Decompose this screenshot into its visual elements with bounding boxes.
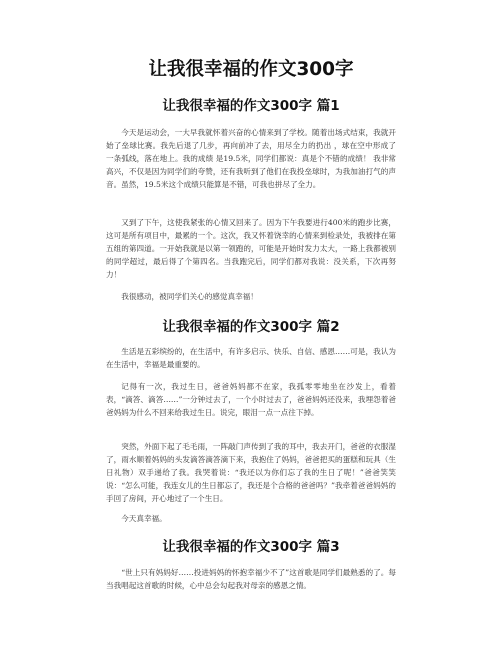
paragraph: “世上只有妈妈好……投进妈妈的怀抱幸福少不了”这首歌是同学们最熟悉的了。每当我唱起这首歌的时候，心中总会勾起我对母亲的感恩之情。	[106, 568, 396, 591]
paragraph: 突然，外面下起了毛毛雨，一阵敲门声传到了我的耳中，我去开门，爸爸的衣服湿了，雨水顺着妈妈的头发滴答滴答滴下来，我抱住了妈妈，爸爸把买的蛋糕和玩具（生日礼物）双手递给了我。我哭着说：“我还以为你们忘了我的生日了呢！”爸爸笑笑说：“怎么可能，我连女儿的生日都忘了，我还是个合格的爸爸吗？”我牵着爸爸妈妈的手回了房间，开心地过了一个生日。	[106, 442, 396, 504]
paragraph: 又到了下午，这使我紧张的心情又回来了。因为下午我要进行400米的跑步比赛，这可是所有项目中，最累的一个。这次，我又怀着饶幸的心情来到检录处，我被排在第五组的第四道。一开始我就是以第一领跑的，可能是开始时发力太大，一路上我都被别的同学超过，最后得了个第四名。当我跑完后，同学们都对我说：没关系，下次再努力！	[106, 218, 396, 280]
document-title: 让我很幸福的作文300字	[148, 59, 354, 80]
paragraph: 我很感动，被同学们关心的感觉真幸福！	[121, 292, 258, 301]
section-heading-3: 让我很幸福的作文300字 篇3	[162, 539, 340, 555]
paragraph: 今天真幸福。	[121, 514, 167, 523]
section-heading-2: 让我很幸福的作文300字 篇2	[162, 319, 340, 335]
paragraph: 记得有一次，我过生日，爸爸妈妈都不在家，我孤零零地坐在沙发上，看着表，“滴答、滴答……”一分钟过去了，一个小时过去了，爸爸妈妈还没来，我埋怨着爸爸妈妈为什么不回来给我过生日。说完，眼泪一点一点往下掉。	[106, 382, 396, 418]
paragraph: 今天是运动会，一大早我就怀着兴奋的心情来到了学校。随着出场式结束，我就开始了垒球比赛。我先后退了几步，再向前冲了去，用尽全力的扔出 ，球在空中形成了一条弧线，落在地上。我的成绩 是19.5米，同学们都说：真是个不错的成绩！ 我非常高兴，不仅是因为同学们的夸赞，还有我听到了他们在我投垒球时，为我加油打气的声音。虽然，19.5米这个成绩只能算是不错，可我也拼尽了全力。	[106, 128, 396, 190]
paragraph: 生活是五彩缤纷的，在生活中，有许多启示、快乐、自信、感恩……可是，我认为在生活中，幸福是最重要的。	[106, 347, 396, 370]
section-heading-1: 让我很幸福的作文300字 篇1	[162, 98, 340, 114]
